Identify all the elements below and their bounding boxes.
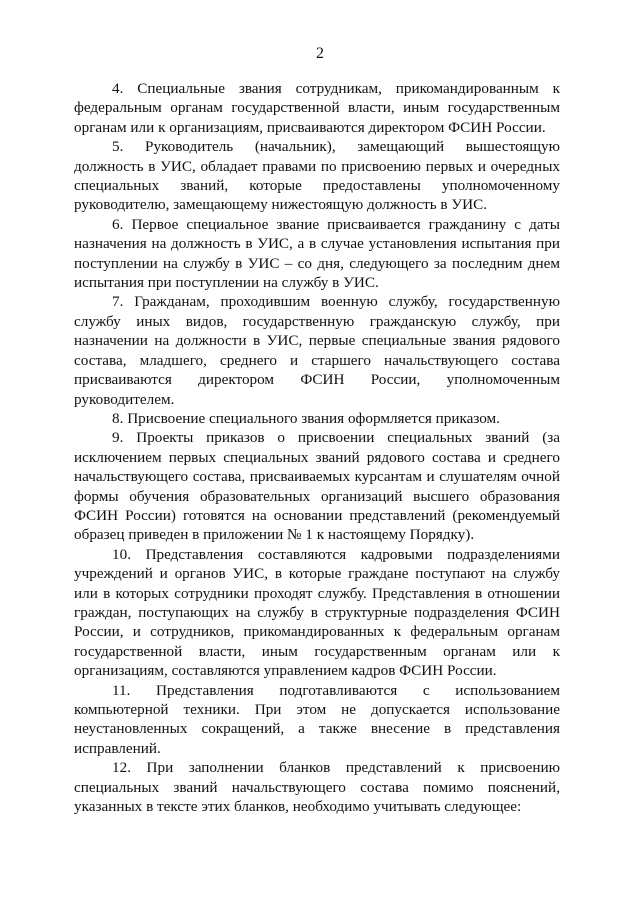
paragraph-9: 9. Проекты приказов о присвоении специальных званий (за исключением первых специальных званий рядового состава и среднего начальствующего состава, присваиваемых курсантам и слушателям очной формы обучения образовательных организаций высшего образования ФСИН России) готовятся на основании представлений (рекомендуемый образец приведен в приложении № 1 к настоящему Порядку).: [74, 429, 560, 544]
paragraph-10: 10. Представления составляются кадровыми подразделениями учреждений и органов УИС, в которые граждане поступают на службу или в которых сотрудники проходят службу. Представления в отношении граждан, поступающих на службу в структурные подразделения ФСИН России, и сотрудников, прикомандированных к федеральным органам государственной власти, иным государственным органам или к организациям, составляются управлением кадров ФСИН России.: [74, 545, 560, 680]
paragraph-5: 5. Руководитель (начальник), замещающий вышестоящую должность в УИС, обладает правами по присвоению первых и очередных специальных званий, которые предоставлены уполномоченному руководителю, замещающему нижестоящую должность в УИС.: [74, 138, 560, 214]
paragraph-12: 12. При заполнении бланков представлений к присвоению специальных званий начальствующего состава помимо пояснений, указанных в тексте этих бланков, необходимо учитывать следующее:: [74, 759, 560, 816]
page-number: 2: [316, 45, 324, 62]
paragraph-7: 7. Гражданам, проходившим военную службу, государственную службу иных видов, государственную гражданскую службу, при назначении на должности в УИС, первые специальные звания рядового состава, младшего, среднего и старшего начальствующего состава присваиваются директором ФСИН России, уполномоченным руководителем.: [74, 293, 560, 408]
paragraph-11: 11. Представления подготавливаются с использованием компьютерной техники. При этом не допускается использование неустановленных сокращений, а также внесение в представления исправлений.: [74, 681, 560, 757]
document-body: [74, 79, 560, 816]
paragraph-6: 6. Первое специальное звание присваивается гражданину с даты назначения на должность в УИС, а в случае установления испытания при поступлении на службу в УИС – со дня, следующего за последним днем испытания при поступлении на службу в УИС.: [74, 215, 560, 292]
paragraph-4: 4. Специальные звания сотрудникам, прикомандированным к федеральным органам государственной власти, иным государственным органам или к организациям, присваиваются директором ФСИН России.: [74, 80, 560, 136]
paragraph-8: 8. Присвоение специального звания оформляется приказом.: [112, 409, 500, 427]
